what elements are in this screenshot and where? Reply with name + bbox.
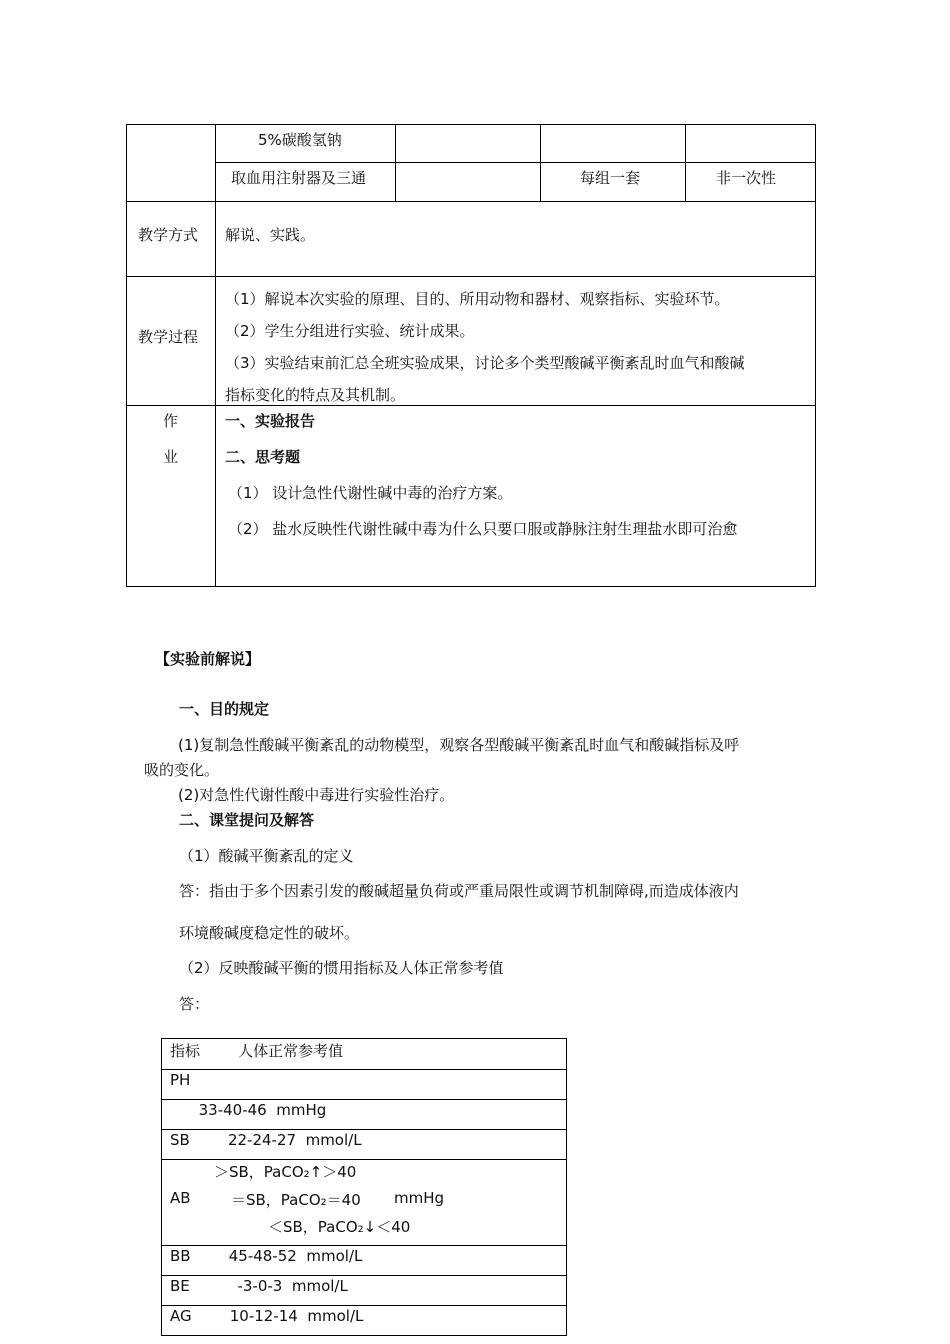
ab-line: ＜SB，PaCO₂↓＜40 (268, 1218, 411, 1236)
ab-label: AB (170, 1189, 191, 1207)
method-content: 解说、实践。 (225, 226, 316, 244)
paragraph-line: (1)复制急性酸碱平衡紊乱的动物模型，观察各型酸碱平衡紊乱时血气和酸碱指标及呼 (178, 736, 740, 754)
homework-heading: 一、实验报告 (225, 412, 316, 430)
paragraph-line: (2)对急性代谢性酸中毒进行实验性治疗。 (178, 786, 455, 804)
table-row: BB 45-48-52 mmol/L (170, 1247, 363, 1265)
process-line: （3）实验结束前汇总全班实验成果，讨论多个类型酸碱平衡紊乱时血气和酸碱 (225, 354, 745, 372)
method-label: 教学方式 (138, 226, 199, 244)
homework-label: 作 (163, 412, 179, 430)
homework-question: （1） 设计急性代谢性碱中毒的治疗方案。 (228, 484, 513, 502)
ab-line: ＝SB，PaCO₂＝40 (231, 1191, 361, 1209)
question-text: （1）酸碱平衡紊乱的定义 (179, 847, 354, 865)
table-row: SB 22-24-27 mmol/L (170, 1131, 362, 1149)
answer-line: 环境酸碱度稳定性的破坏。 (179, 924, 360, 942)
section-title: 【实验前解说】 (155, 650, 261, 668)
table-header: 指标 人体正常参考值 (170, 1042, 344, 1060)
section-heading: 一、目的规定 (179, 700, 270, 718)
homework-heading: 二、思考题 (225, 448, 301, 466)
process-label: 教学过程 (138, 328, 199, 346)
table-row: 33-40-46 mmHg (170, 1101, 327, 1119)
answer-label: 答： (179, 995, 210, 1013)
ab-unit: mmHg (394, 1189, 445, 1207)
table-row: AG 10-12-14 mmol/L (170, 1307, 364, 1325)
ab-line: ＞SB，PaCO₂↑＞40 (214, 1163, 357, 1181)
section-heading: 二、课堂提问及解答 (179, 811, 315, 829)
material-note: 非一次性 (716, 169, 777, 187)
process-line: （1）解说本次实验的原理、目的、所用动物和器材、观察指标、实验环节。 (225, 290, 730, 308)
homework-label: 业 (163, 448, 179, 466)
question-text: （2）反映酸碱平衡的惯用指标及人体正常参考值 (179, 959, 504, 977)
material-quantity: 每组一套 (580, 169, 641, 187)
material-name: 5%碳酸氢钠 (258, 131, 342, 149)
material-name: 取血用注射器及三通 (231, 169, 367, 187)
table-row: BE -3-0-3 mmol/L (170, 1277, 348, 1295)
process-line: 指标变化的特点及其机制。 (225, 386, 406, 404)
homework-question: （2） 盐水反映性代谢性碱中毒为什么只要口服或静脉注射生理盐水即可治愈 (228, 520, 738, 538)
table-row: PH (170, 1071, 191, 1089)
process-line: （2）学生分组进行实验、统计成果。 (225, 322, 475, 340)
answer-line: 答：指由于多个因素引发的酸碱超量负荷或严重局限性或调节机制障碍,而造成体液内 (179, 882, 739, 900)
paragraph-line: 吸的变化。 (144, 761, 220, 779)
